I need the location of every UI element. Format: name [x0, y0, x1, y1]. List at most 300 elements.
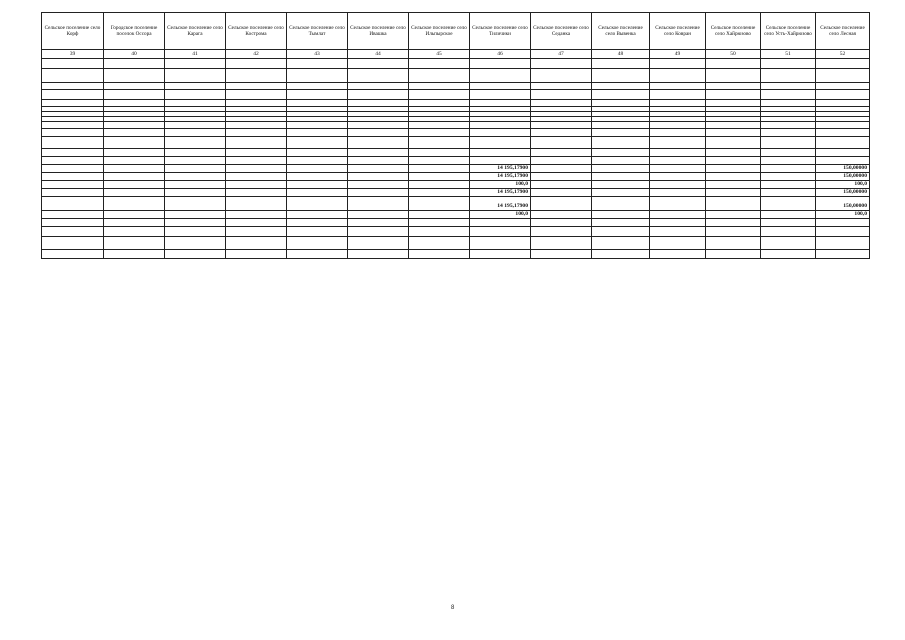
table-cell [816, 69, 870, 83]
table-cell [531, 100, 592, 107]
table-cell [104, 83, 165, 90]
column-number: 47 [531, 50, 592, 59]
table-cell [165, 196, 226, 210]
table-cell [409, 236, 470, 249]
table-cell [650, 157, 706, 165]
table-cell [42, 129, 104, 137]
table-cell: 14 195,17900 [470, 165, 531, 173]
column-header: Сельское поселение село Ильпырское [409, 13, 470, 50]
column-number: 40 [104, 50, 165, 59]
table-cell [650, 69, 706, 83]
table-cell [42, 218, 104, 226]
table-cell [816, 137, 870, 149]
table-cell: 14 195,17900 [470, 188, 531, 196]
table-cell [42, 100, 104, 107]
column-header: Сельское поселение село Лесная [816, 13, 870, 50]
table-cell [165, 180, 226, 188]
table-cell [592, 122, 650, 129]
table-cell [761, 149, 816, 157]
table-cell [531, 157, 592, 165]
table-row [42, 69, 870, 83]
column-number: 39 [42, 50, 104, 59]
table-cell [226, 165, 287, 173]
table-cell: 150,00000 [816, 165, 870, 173]
table-cell [409, 173, 470, 181]
table-cell [706, 180, 761, 188]
table-cell [650, 173, 706, 181]
table-cell [287, 188, 348, 196]
table-cell [592, 59, 650, 69]
table-cell [287, 236, 348, 249]
column-number: 48 [592, 50, 650, 59]
table-cell [650, 165, 706, 173]
table-cell [592, 249, 650, 258]
table-cell [531, 59, 592, 69]
table-cell [165, 59, 226, 69]
table-cell [650, 249, 706, 258]
table-cell [761, 236, 816, 249]
table-row [42, 249, 870, 258]
table-cell [287, 149, 348, 157]
table-cell [706, 90, 761, 100]
table-cell [592, 69, 650, 83]
column-number: 51 [761, 50, 816, 59]
table-cell [104, 173, 165, 181]
table-cell: 100,0 [816, 180, 870, 188]
table-cell [348, 188, 409, 196]
table-cell [104, 137, 165, 149]
table-cell [470, 249, 531, 258]
table-cell [531, 210, 592, 218]
table-cell [706, 196, 761, 210]
table-body [42, 59, 870, 259]
table-cell [226, 218, 287, 226]
table-cell [287, 249, 348, 258]
table-cell [104, 165, 165, 173]
table-row [42, 129, 870, 137]
column-header: Сельское поселение село Седанка [531, 13, 592, 50]
table-cell [42, 188, 104, 196]
table-cell [650, 188, 706, 196]
table-cell [165, 69, 226, 83]
table-cell [470, 218, 531, 226]
table-cell [531, 173, 592, 181]
table-cell [761, 196, 816, 210]
table-cell [706, 122, 761, 129]
table-cell [650, 236, 706, 249]
table-cell [287, 137, 348, 149]
table-row [42, 236, 870, 249]
table-cell [226, 236, 287, 249]
table-cell [592, 165, 650, 173]
table-cell [409, 196, 470, 210]
table-cell [650, 196, 706, 210]
table-cell: 100,0 [816, 210, 870, 218]
table-cell [706, 236, 761, 249]
table-cell [104, 129, 165, 137]
table-cell [816, 100, 870, 107]
table-cell [104, 69, 165, 83]
table-cell [42, 226, 104, 236]
column-number: 43 [287, 50, 348, 59]
table-cell [42, 165, 104, 173]
column-number: 50 [706, 50, 761, 59]
table-cell [531, 236, 592, 249]
table-cell [706, 129, 761, 137]
table-cell [348, 196, 409, 210]
table-cell [470, 129, 531, 137]
table-cell [165, 83, 226, 90]
table-cell [409, 210, 470, 218]
table-row [42, 165, 870, 173]
table-cell [706, 59, 761, 69]
table-cell [531, 188, 592, 196]
table-cell [226, 188, 287, 196]
table-cell [706, 137, 761, 149]
table-cell [650, 149, 706, 157]
table-cell [226, 249, 287, 258]
table-cell [287, 173, 348, 181]
table-cell [42, 59, 104, 69]
table-cell [531, 149, 592, 157]
table-cell [42, 69, 104, 83]
table-cell [706, 188, 761, 196]
table-cell [531, 69, 592, 83]
table-cell [470, 59, 531, 69]
table-cell [42, 149, 104, 157]
table-cell [650, 180, 706, 188]
table-cell [104, 249, 165, 258]
table-cell [287, 157, 348, 165]
table-cell [165, 157, 226, 165]
table-cell [650, 210, 706, 218]
column-header: Сельское поселение село Карага [165, 13, 226, 50]
table-cell [470, 236, 531, 249]
table-cell [761, 100, 816, 107]
table-cell [409, 149, 470, 157]
table-cell [592, 173, 650, 181]
table-cell [348, 218, 409, 226]
table-cell [706, 165, 761, 173]
table-cell [287, 90, 348, 100]
table-cell [409, 129, 470, 137]
table-cell [165, 149, 226, 157]
table-cell [165, 249, 226, 258]
table-cell [470, 122, 531, 129]
table-cell [104, 210, 165, 218]
table-cell [226, 149, 287, 157]
table-cell [470, 149, 531, 157]
table-cell [761, 59, 816, 69]
table-cell [531, 137, 592, 149]
table-cell [287, 218, 348, 226]
table-cell [165, 129, 226, 137]
table-cell [104, 188, 165, 196]
table-row [42, 173, 870, 181]
column-header: Сельское поселение село Тымлат [287, 13, 348, 50]
column-header: Сельское поселение село Ивашка [348, 13, 409, 50]
table-cell [165, 188, 226, 196]
table-cell [348, 210, 409, 218]
table-cell [531, 180, 592, 188]
table-cell [761, 122, 816, 129]
table-cell [592, 149, 650, 157]
table-cell [706, 218, 761, 226]
table-cell [165, 90, 226, 100]
column-number: 52 [816, 50, 870, 59]
table-cell: 150,00000 [816, 188, 870, 196]
table-cell [348, 59, 409, 69]
table-cell [42, 90, 104, 100]
table-cell [165, 100, 226, 107]
table-cell [816, 59, 870, 69]
table-cell [226, 226, 287, 236]
table-cell [287, 210, 348, 218]
table-cell [165, 236, 226, 249]
column-number: 41 [165, 50, 226, 59]
table-cell: 100,0 [470, 180, 531, 188]
table-cell [287, 196, 348, 210]
table-cell [706, 100, 761, 107]
table-row [42, 196, 870, 210]
table-cell [706, 173, 761, 181]
table-cell [650, 226, 706, 236]
table-cell [226, 90, 287, 100]
table-cell [761, 157, 816, 165]
table-cell [592, 236, 650, 249]
column-number: 46 [470, 50, 531, 59]
table-cell [409, 100, 470, 107]
table-cell [761, 69, 816, 83]
table-cell [409, 218, 470, 226]
column-header: Сельское поселение село Корф [42, 13, 104, 50]
table-row [42, 90, 870, 100]
table-cell [592, 157, 650, 165]
table-row [42, 59, 870, 69]
table-cell [761, 83, 816, 90]
table-cell [348, 149, 409, 157]
table-cell [42, 122, 104, 129]
table-cell [470, 157, 531, 165]
column-number: 42 [226, 50, 287, 59]
table-cell [42, 236, 104, 249]
table-cell [816, 129, 870, 137]
table-cell [348, 69, 409, 83]
table-cell [761, 137, 816, 149]
table-cell [348, 226, 409, 236]
table-cell [348, 129, 409, 137]
table-cell [409, 90, 470, 100]
table-cell [287, 100, 348, 107]
table-cell [409, 188, 470, 196]
table-cell [650, 90, 706, 100]
table-cell [816, 83, 870, 90]
table-cell [409, 83, 470, 90]
table-cell [287, 180, 348, 188]
table-cell [706, 210, 761, 218]
table-cell [761, 129, 816, 137]
table-cell [761, 188, 816, 196]
table-cell [104, 226, 165, 236]
table-cell [816, 122, 870, 129]
table-cell [348, 173, 409, 181]
table-cell [761, 165, 816, 173]
table-cell [104, 59, 165, 69]
table-row [42, 83, 870, 90]
table-cell [470, 90, 531, 100]
table-cell [650, 137, 706, 149]
table-cell [706, 157, 761, 165]
table-cell [650, 100, 706, 107]
table-cell: 14 195,17900 [470, 173, 531, 181]
table-cell [165, 122, 226, 129]
table-cell [348, 165, 409, 173]
table-cell [104, 180, 165, 188]
table-row [42, 226, 870, 236]
header-row [42, 13, 870, 50]
table-cell [409, 249, 470, 258]
table-cell [409, 157, 470, 165]
table-cell: 100,0 [470, 210, 531, 218]
table-cell [42, 210, 104, 218]
table-row [42, 137, 870, 149]
budget-table [41, 12, 870, 259]
column-header: Сельское поселение село Тиличики [470, 13, 531, 50]
table-cell [761, 210, 816, 218]
table-cell [409, 122, 470, 129]
table-cell [287, 122, 348, 129]
column-header: Сельское поселение село Кострома [226, 13, 287, 50]
table-cell [650, 218, 706, 226]
table-cell [42, 173, 104, 181]
table-cell [650, 59, 706, 69]
table-cell [531, 165, 592, 173]
table-cell [226, 157, 287, 165]
table-cell [470, 226, 531, 236]
table-cell [287, 165, 348, 173]
table-cell [104, 196, 165, 210]
table-cell [816, 249, 870, 258]
table-cell [761, 173, 816, 181]
table-row [42, 188, 870, 196]
column-number-row [42, 50, 870, 59]
table-cell [104, 149, 165, 157]
table-cell [816, 236, 870, 249]
table-cell [470, 137, 531, 149]
table-cell [104, 218, 165, 226]
table-row [42, 180, 870, 188]
table-cell [287, 83, 348, 90]
table-cell [470, 100, 531, 107]
table-cell [592, 137, 650, 149]
table-cell [348, 122, 409, 129]
table-cell [592, 188, 650, 196]
table-cell [592, 226, 650, 236]
table-cell [531, 249, 592, 258]
table-cell [165, 137, 226, 149]
table-cell [409, 59, 470, 69]
table-cell [104, 90, 165, 100]
table-cell [592, 129, 650, 137]
table-cell [104, 157, 165, 165]
table-cell [104, 100, 165, 107]
table-cell [409, 226, 470, 236]
table-cell [348, 157, 409, 165]
table-cell [409, 137, 470, 149]
table-cell [706, 69, 761, 83]
table-cell [226, 129, 287, 137]
table-cell [706, 249, 761, 258]
table-cell [592, 90, 650, 100]
table-cell [226, 59, 287, 69]
column-number: 49 [650, 50, 706, 59]
table-cell [42, 137, 104, 149]
table-row [42, 218, 870, 226]
table-cell [165, 226, 226, 236]
table-cell [287, 59, 348, 69]
table-cell [761, 180, 816, 188]
table-cell [226, 83, 287, 90]
table-cell [706, 226, 761, 236]
table-cell [592, 218, 650, 226]
table-cell [287, 69, 348, 83]
column-header: Сельское поселение село Ковран [650, 13, 706, 50]
table-cell [531, 226, 592, 236]
table-cell [409, 180, 470, 188]
table-cell [348, 83, 409, 90]
table-cell [531, 90, 592, 100]
table-cell [165, 165, 226, 173]
table-cell [706, 149, 761, 157]
table-row [42, 100, 870, 107]
column-header: Сельское поселение село Хайрюзово [706, 13, 761, 50]
table-cell [42, 180, 104, 188]
table-cell [226, 122, 287, 129]
column-number: 45 [409, 50, 470, 59]
table-cell [165, 218, 226, 226]
table-cell: 150,00000 [816, 196, 870, 210]
table-cell [761, 226, 816, 236]
table-cell [592, 100, 650, 107]
table-cell [348, 137, 409, 149]
table-cell [226, 69, 287, 83]
table-cell: 150,00000 [816, 173, 870, 181]
table-cell [104, 236, 165, 249]
table-cell [816, 157, 870, 165]
column-number: 44 [348, 50, 409, 59]
table-cell [761, 90, 816, 100]
table-cell [531, 218, 592, 226]
table-cell [226, 196, 287, 210]
table-cell [348, 90, 409, 100]
table-cell [226, 100, 287, 107]
table-cell [470, 69, 531, 83]
table-cell [226, 210, 287, 218]
table-cell [531, 196, 592, 210]
table-cell [531, 129, 592, 137]
table-cell [761, 218, 816, 226]
table-cell [409, 69, 470, 83]
table-cell [42, 83, 104, 90]
table-cell [761, 249, 816, 258]
table-cell [42, 196, 104, 210]
table-cell [226, 137, 287, 149]
column-header: Городское поселение поселок Оссора [104, 13, 165, 50]
table-cell [226, 180, 287, 188]
table-row [42, 149, 870, 157]
table-cell [348, 180, 409, 188]
table-cell [816, 90, 870, 100]
